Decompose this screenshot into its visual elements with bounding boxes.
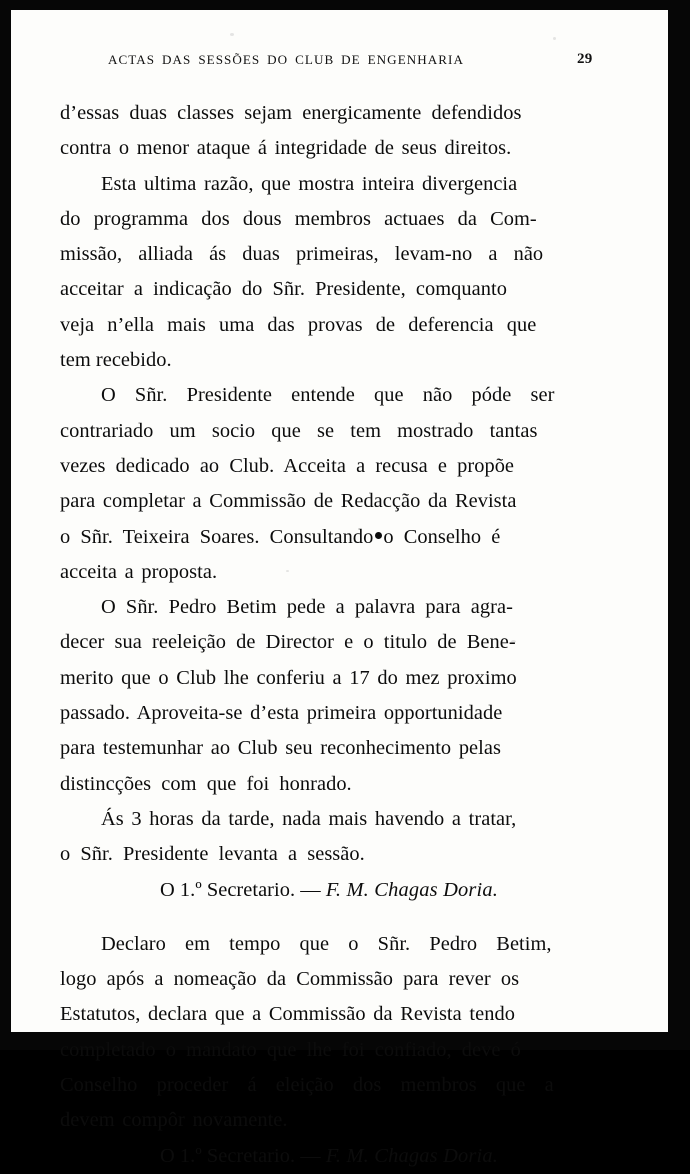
line-text: merito que o Club lhe conferiu a 17 do mez proximo <box>60 666 517 689</box>
line-text: vezes dedicado ao Club. Acceita a recusa e propõe <box>60 454 515 477</box>
line-text: o Sñr. Teixeira Soares. Consultando <box>60 525 374 548</box>
line-text: contrariado um socio que se tem mostrado tantas <box>60 419 538 442</box>
line-text: para testemunhar ao Club seu reconhecimento pelas <box>60 737 501 760</box>
line-text: Conselho proceder á eleição dos membros que a <box>60 1074 554 1097</box>
text-line <box>60 378 622 413</box>
text-line <box>60 449 622 484</box>
line-text: decer sua reeleição de Director e o titulo de Bene- <box>60 631 516 654</box>
running-head-title: ACTAS DAS SESSÕES DO CLUB DE ENGENHARIA <box>108 52 464 67</box>
line-text: O Sñr. Presidente entende que não póde ser <box>101 384 555 407</box>
text-line <box>60 1103 622 1138</box>
scan-speck <box>230 33 234 36</box>
text-line <box>60 731 622 766</box>
line-text: do programma dos dous membros actuaes da Com- <box>60 207 537 230</box>
text-line <box>60 1033 622 1068</box>
text-line <box>60 927 622 962</box>
text-line <box>60 802 622 837</box>
line-text: d’essas duas classes sejam energicamente defendidos <box>60 102 522 124</box>
line-text: Estatutos, declara que a Commissão da Revista tendo <box>60 1003 515 1026</box>
signature-name: F. M. Chagas Doria. <box>325 1144 499 1167</box>
text-line <box>60 308 622 343</box>
line-text: tem recebido. <box>60 349 172 372</box>
text-line <box>60 696 622 731</box>
text-line <box>60 96 622 131</box>
text-line <box>60 590 622 625</box>
text-line <box>60 997 622 1032</box>
text-line <box>60 625 622 660</box>
text-line <box>60 661 622 696</box>
line-text: acceitar a indicação do Sñr. Presidente, comquanto <box>60 278 507 301</box>
line-text: O Sñr. Pedro Betim pede a palavra para agra- <box>101 596 513 619</box>
text-line <box>60 837 622 872</box>
scan-speck <box>553 37 556 40</box>
line-text: veja n’ella mais uma das provas de deferencia que <box>60 313 537 336</box>
signature-name: F. M. Chagas Doria. <box>325 878 499 901</box>
text-line <box>60 343 622 378</box>
line-text: Ás 3 horas da tarde, nada mais havendo a tratar, <box>101 807 517 830</box>
line-text: acceita a proposta. <box>60 560 218 583</box>
text-line <box>60 272 622 307</box>
text-line <box>60 555 622 590</box>
signature-prefix: O 1.º Secretario. — <box>160 878 326 901</box>
text-line <box>60 520 622 555</box>
line-text: contra o menor ataque á integridade de seus direitos. <box>60 137 512 160</box>
line-text: para completar a Commissão de Redacção da Revista <box>60 490 517 513</box>
line-text: distincções com que foi honrado. <box>60 772 352 795</box>
ink-blot-artifact <box>375 532 382 539</box>
line-text: logo após a nomeação da Commissão para rever os <box>60 968 520 991</box>
text-line <box>60 131 622 166</box>
text-line <box>60 1068 622 1103</box>
text-line <box>60 767 622 802</box>
line-text-continued: o Conselho é <box>383 525 501 548</box>
page-number: 29 <box>577 51 593 67</box>
text-line <box>60 414 622 449</box>
text-line <box>60 237 622 272</box>
signature-prefix: O 1.º Secretario. — <box>160 1144 326 1167</box>
signature-line-1 <box>60 873 622 908</box>
text-line <box>60 962 622 997</box>
line-text: Declaro em tempo que o Sñr. Pedro Betim, <box>101 932 552 955</box>
text-line <box>60 484 622 519</box>
line-text: completado o mandato que lhe foi confiado, deve ó <box>60 1038 521 1061</box>
running-head <box>11 52 668 74</box>
body-text-block <box>60 96 622 1174</box>
line-text: o Sñr. Presidente levanta a sessão. <box>60 843 365 866</box>
page-sheet <box>11 10 668 1167</box>
line-text: Esta ultima razão, que mostra inteira divergencia <box>101 172 518 195</box>
signature-line-2 <box>60 1139 622 1174</box>
line-text: passado. Aproveita-se d’esta primeira opportunidade <box>60 702 503 725</box>
text-line <box>60 202 622 237</box>
text-line <box>60 167 622 202</box>
line-text: devem compôr novamente. <box>60 1109 288 1132</box>
line-text: missão, alliada ás duas primeiras, levam-no a não <box>60 243 544 266</box>
